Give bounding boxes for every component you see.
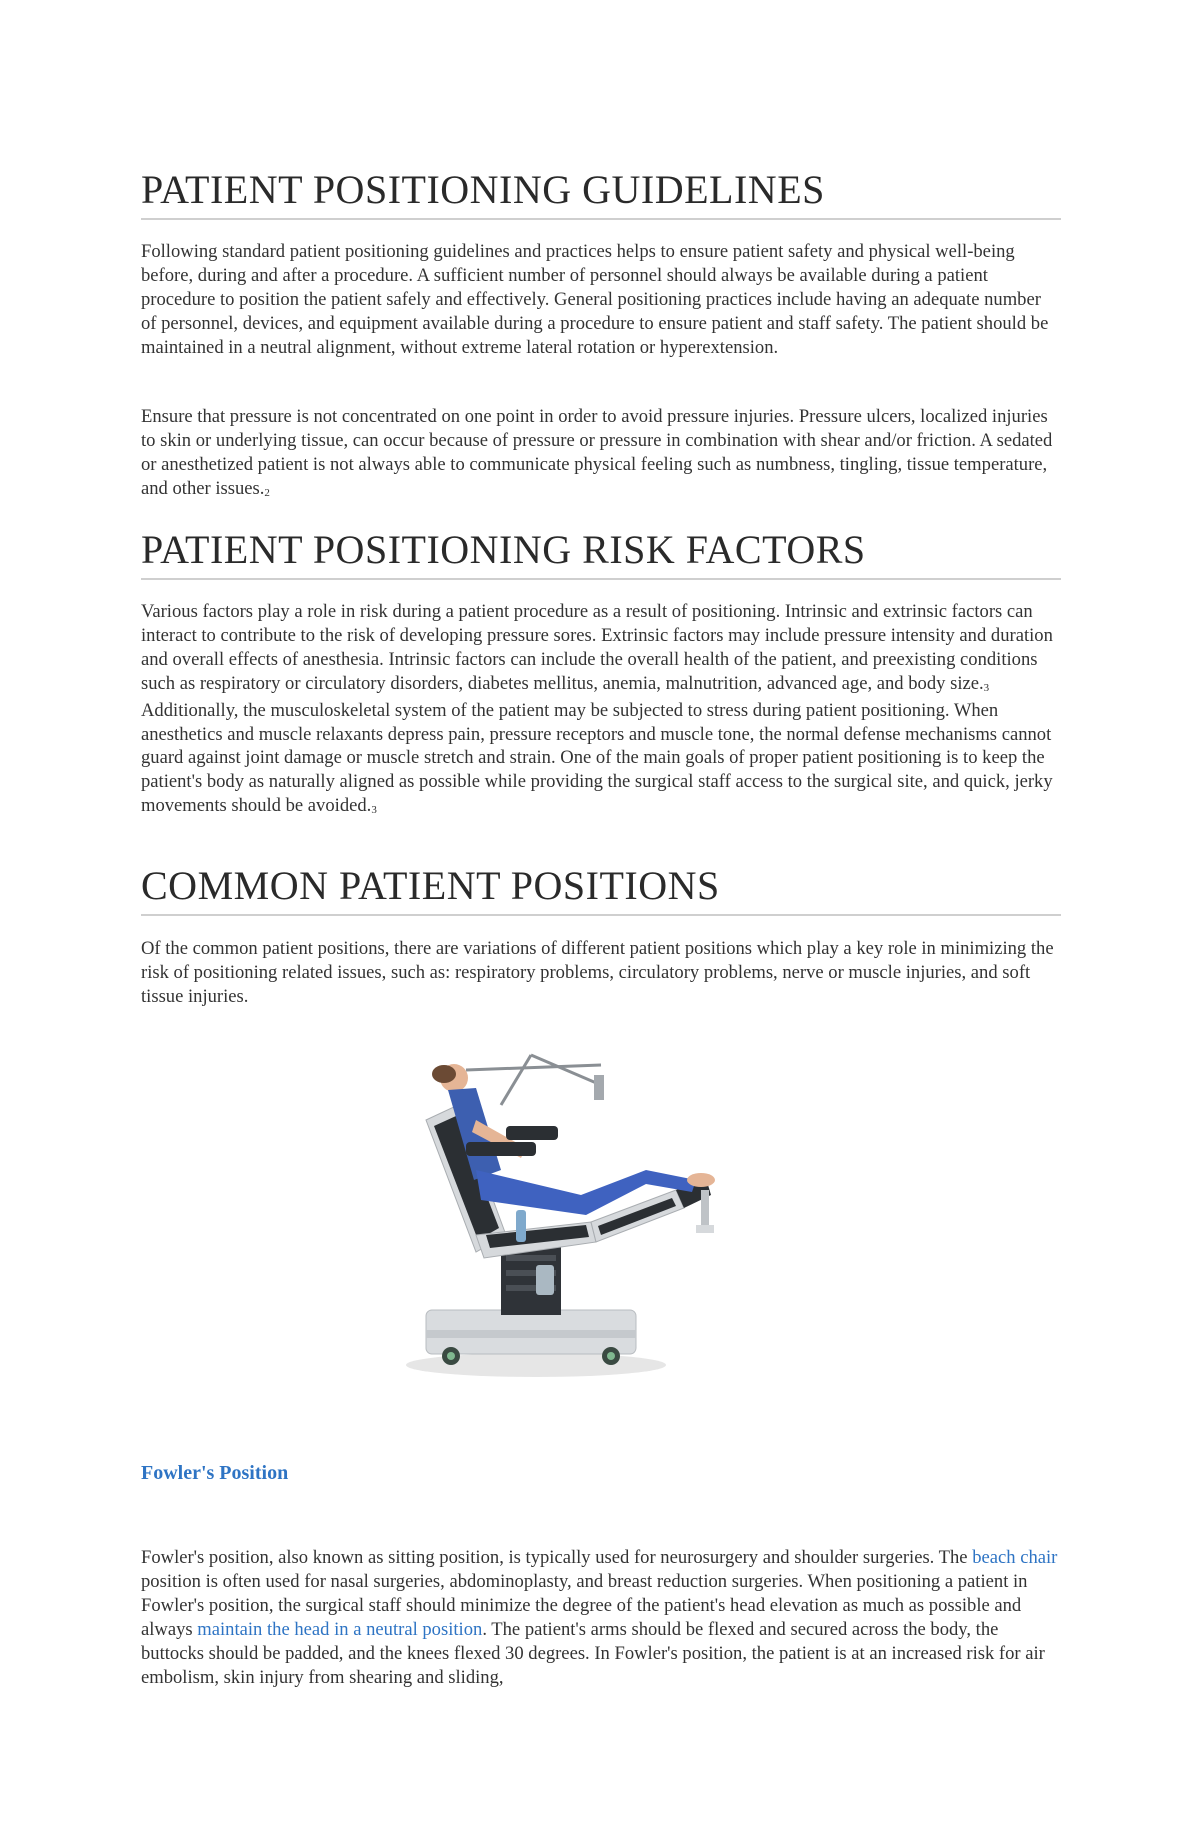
section-title-common-positions: COMMON PATIENT POSITIONS [141,863,720,908]
section-divider [141,218,1061,220]
risk-factors-paragraph: Various factors play a role in risk during a patient procedure as a result of positioning. Intrinsic and extrinsic factors can interact to contribute to the risk of developing pressure sores. Extrinsic factors may include pressure intensity and duration and overall effects of anesthesia. Intrinsic factors can include the overall health of the patient, and preexisting conditions such as respiratory or circulatory disorders, diabetes mellitus, anemia, malnutrition, advanced age, and body size.$^3$ Additionally, the musculoskeletal system of the patient may be subjected to stress during patient positioning. When anesthetics and muscle relaxants depress pain, pressure receptors and muscle tone, the normal defense mechanisms cannot guard against joint damage or muscle stretch and strain. One of the main goals of proper patient positioning is to keep the patient's body as naturally aligned as possible while providing the surgical staff access to the surgical site, and quick, jerky movements should be avoided.$^3$ [141,601,1053,817]
guidelines-paragraph-1: Following standard patient positioning guidelines and practices helps to ensure patient safety and physical well-being before, during and after a procedure. A sufficient number of personnel should always be available during a patient procedure to position the patient safely and effectively. General positioning practices include having an adequate number of personnel, devices, and equipment available during a procedure to ensure patient and staff safety. The patient should be maintained in a neutral alignment, without extreme lateral rotation or hyperextension. [141,241,1049,358]
surgical-table-illustration [406,1030,761,1380]
reference-marker: 3 [983,681,990,694]
reference-marker: 3 [371,804,377,817]
section-title-guidelines: PATIENT POSITIONING GUIDELINES [141,167,825,212]
beach-chair-link[interactable]: beach chair [972,1547,1058,1568]
fowlers-position-paragraph: Fowler's position, also known as sitting position, is typically used for neurosurgery and shoulder surgeries. The beach chair position is often used for nasal surgeries, abdominoplasty, and breast reduction surgeries. When positioning a patient in Fowler's position, the surgical staff should minimize the degree of the patient's head elevation as much as possible and always maintain the head in a neutral position. The patient's arms should be flexed and secured across the body, the buttocks should be padded, and the knees flexed 30 degrees. In Fowler's position, the patient is at an increased risk for air embolism, skin injury from shearing and sliding, [141,1547,1058,1688]
common-positions-paragraph: Of the common patient positions, there are variations of different patient positions which play a key role in minimizing the risk of positioning related issues, such as: respiratory problems, circulatory problems, nerve or muscle injuries, and soft tissue injuries. [141,938,1054,1007]
section-divider [141,914,1061,916]
neutral-head-position-link[interactable]: maintain the head in a neutral position [197,1618,483,1640]
section-title-risk-factors: PATIENT POSITIONING RISK FACTORS [141,527,866,572]
fowlers-position-heading: Fowler's Position [141,1462,289,1484]
guidelines-paragraph-2: Ensure that pressure is not concentrated on one point in order to avoid pressure injuries. Pressure ulcers, localized injuries to skin or underlying tissue, can occur because of pressure or pressure in combination with shear and/or friction. A sedated or anesthetized patient is not always able to communicate physical feeling such as numbness, tingling, tissue temperature, and other issues.$^2$ [141,406,1053,499]
reference-marker: 2 [264,486,270,499]
section-divider [141,578,1061,580]
